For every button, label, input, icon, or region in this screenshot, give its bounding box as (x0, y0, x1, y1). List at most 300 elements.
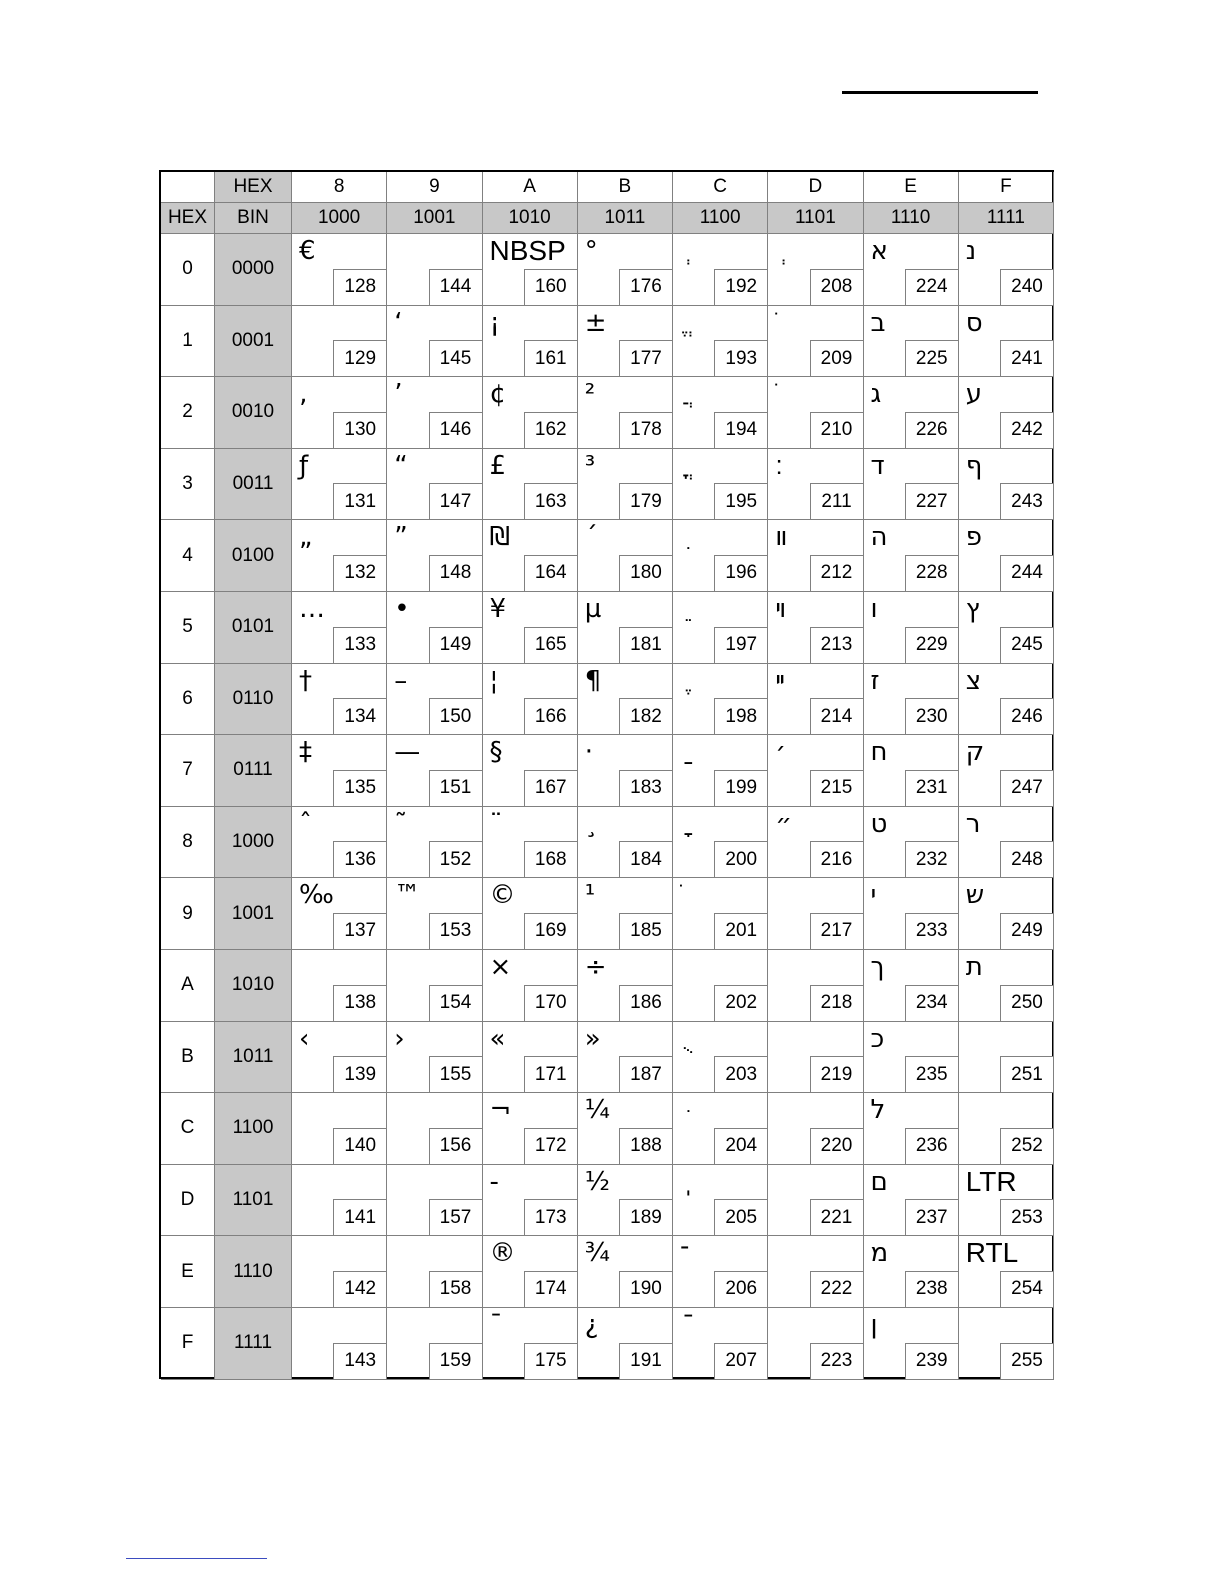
char-glyph: £ (489, 450, 507, 481)
char-cell-156 (387, 1093, 482, 1165)
char-code: 168 (524, 841, 577, 877)
char-glyph: ב (870, 307, 886, 338)
char-code: 154 (429, 985, 482, 1021)
char-code: 192 (714, 269, 767, 305)
char-glyph: א (870, 236, 888, 266)
char-glyph: - (489, 1166, 499, 1197)
code-page-grid (161, 172, 1052, 1377)
char-glyph: ‡ (299, 737, 312, 768)
char-cell-129 (292, 306, 387, 378)
char-cell-180 (578, 520, 673, 592)
char-code: 250 (1000, 985, 1053, 1021)
char-glyph: ¦ (489, 665, 499, 696)
char-glyph: † (299, 665, 312, 696)
char-code: 139 (333, 1056, 386, 1092)
row-hex-3: 3 (161, 449, 215, 521)
char-cell-157 (387, 1165, 482, 1237)
char-glyph: ׳ (775, 737, 787, 768)
char-glyph: פ (965, 522, 982, 553)
char-code: 228 (905, 555, 958, 591)
char-cell-173 (483, 1165, 578, 1237)
char-glyph: ח (870, 737, 888, 768)
char-glyph: צ (965, 665, 982, 696)
char-cell-220 (768, 1093, 863, 1165)
char-code: 241 (1000, 340, 1053, 376)
char-glyph: – (394, 665, 408, 696)
char-code: 242 (1000, 412, 1053, 448)
char-glyph: ‘ (394, 307, 403, 338)
char-cell-255 (959, 1308, 1054, 1380)
char-glyph: „ (299, 522, 313, 553)
char-code: 178 (619, 412, 672, 448)
char-glyph: ¢ (489, 379, 507, 410)
column-bin-8: 1000 (292, 203, 387, 234)
char-cell-209 (768, 306, 863, 378)
char-cell-212 (768, 520, 863, 592)
char-code: 142 (333, 1271, 386, 1307)
char-glyph: ƒ (299, 450, 309, 481)
char-cell-131 (292, 449, 387, 521)
char-cell-143 (292, 1308, 387, 1380)
char-cell-162 (483, 377, 578, 449)
char-glyph: ° (584, 236, 598, 266)
char-cell-216 (768, 807, 863, 879)
header-blank (161, 172, 215, 203)
char-code: 156 (429, 1128, 482, 1164)
char-code: 172 (524, 1128, 577, 1164)
char-cell-226 (864, 377, 959, 449)
char-glyph: ² (584, 379, 596, 410)
char-code: 171 (524, 1056, 577, 1092)
header-bin-label: BIN (215, 203, 292, 234)
column-bin-D: 1101 (768, 203, 863, 234)
char-cell-197 (673, 592, 768, 664)
char-glyph: › (394, 1023, 405, 1054)
column-hex-D: D (768, 172, 863, 203)
char-glyph: ¾ (584, 1238, 610, 1269)
column-hex-B: B (578, 172, 673, 203)
char-cell-191 (578, 1308, 673, 1380)
char-cell-153 (387, 878, 482, 950)
char-cell-196 (673, 520, 768, 592)
char-code: 176 (619, 269, 672, 305)
char-code: 162 (524, 412, 577, 448)
char-code: 253 (1000, 1199, 1053, 1235)
char-code: 238 (905, 1271, 958, 1307)
char-glyph: ה (870, 522, 888, 553)
row-hex-A: A (161, 950, 215, 1022)
char-code: 207 (714, 1343, 767, 1379)
char-cell-144 (387, 234, 482, 306)
char-code: 196 (714, 555, 767, 591)
char-code: 236 (905, 1128, 958, 1164)
char-glyph: ¼ (584, 1095, 610, 1126)
char-code: 201 (714, 913, 767, 949)
char-glyph: ½ (584, 1166, 610, 1197)
char-glyph: װ (775, 522, 788, 553)
char-cell-172 (483, 1093, 578, 1165)
char-cell-168 (483, 807, 578, 879)
char-cell-251 (959, 1022, 1054, 1094)
char-cell-215 (768, 735, 863, 807)
row-bin-C: 1100 (215, 1093, 292, 1165)
char-glyph: ײ (775, 665, 784, 696)
char-code: 223 (810, 1343, 863, 1379)
char-code: 132 (333, 555, 386, 591)
char-code: 249 (1000, 913, 1053, 949)
char-cell-193 (673, 306, 768, 378)
char-cell-205 (673, 1165, 768, 1237)
char-code: 151 (429, 770, 482, 806)
char-glyph: ר (965, 808, 981, 839)
char-cell-182 (578, 664, 673, 736)
char-cell-151 (387, 735, 482, 807)
column-bin-9: 1001 (387, 203, 482, 234)
row-hex-4: 4 (161, 520, 215, 592)
char-code: 246 (1000, 698, 1053, 734)
char-cell-188 (578, 1093, 673, 1165)
char-code: 194 (714, 412, 767, 448)
row-hex-2: 2 (161, 377, 215, 449)
char-code: 209 (810, 340, 863, 376)
row-hex-C: C (161, 1093, 215, 1165)
char-code: 140 (333, 1128, 386, 1164)
char-glyph: ן (870, 1310, 878, 1340)
char-cell-234 (864, 950, 959, 1022)
char-code: 210 (810, 412, 863, 448)
char-code: 161 (524, 340, 577, 376)
char-glyph: ױ (775, 594, 787, 624)
char-glyph: ¥ (489, 594, 507, 624)
char-cell-218 (768, 950, 863, 1022)
char-cell-214 (768, 664, 863, 736)
char-cell-190 (578, 1236, 673, 1308)
char-cell-219 (768, 1022, 863, 1094)
char-cell-227 (864, 449, 959, 521)
char-code: 128 (333, 269, 386, 305)
char-cell-164 (483, 520, 578, 592)
char-cell-206 (673, 1236, 768, 1308)
bottom-rule (126, 1558, 267, 1559)
char-code: 182 (619, 698, 672, 734)
char-code: 205 (714, 1199, 767, 1235)
char-cell-140 (292, 1093, 387, 1165)
char-cell-145 (387, 306, 482, 378)
char-glyph: ³ (584, 450, 596, 481)
char-code: 185 (619, 913, 672, 949)
char-glyph: ׃ (775, 450, 783, 481)
char-code: 202 (714, 985, 767, 1021)
row-hex-8: 8 (161, 807, 215, 879)
char-cell-203 (673, 1022, 768, 1094)
char-cell-235 (864, 1022, 959, 1094)
char-code: 204 (714, 1128, 767, 1164)
char-cell-198 (673, 664, 768, 736)
char-glyph: ÷ (584, 952, 607, 982)
char-code: 152 (429, 841, 482, 877)
char-code: 146 (429, 412, 482, 448)
char-glyph: ± (584, 307, 607, 338)
char-glyph: ’ (394, 379, 403, 410)
char-code: 247 (1000, 770, 1053, 806)
char-cell-250 (959, 950, 1054, 1022)
char-cell-152 (387, 807, 482, 879)
char-glyph: … (299, 594, 325, 624)
char-cell-222 (768, 1236, 863, 1308)
char-cell-236 (864, 1093, 959, 1165)
row-bin-0: 0000 (215, 234, 292, 306)
char-cell-136 (292, 807, 387, 879)
char-cell-183 (578, 735, 673, 807)
char-glyph: ™ (394, 880, 421, 911)
char-code: 219 (810, 1056, 863, 1092)
char-cell-223 (768, 1308, 863, 1380)
char-glyph: ¬ (489, 1095, 512, 1126)
char-glyph: € (299, 236, 316, 266)
char-code: 135 (333, 770, 386, 806)
char-code: 174 (524, 1271, 577, 1307)
char-code: 157 (429, 1199, 482, 1235)
char-cell-163 (483, 449, 578, 521)
row-hex-F: F (161, 1308, 215, 1380)
char-glyph: ‚ (299, 379, 308, 410)
row-bin-F: 1111 (215, 1308, 292, 1380)
char-cell-160 (483, 234, 578, 306)
char-cell-178 (578, 377, 673, 449)
header-left-hex-label: HEX (161, 203, 215, 234)
char-glyph: ” (394, 522, 408, 553)
header-hex-label: HEX (215, 172, 292, 203)
char-cell-208 (768, 234, 863, 306)
char-code: 159 (429, 1343, 482, 1379)
char-code: 235 (905, 1056, 958, 1092)
column-bin-F: 1111 (959, 203, 1054, 234)
row-hex-E: E (161, 1236, 215, 1308)
char-glyph: ״ (775, 808, 793, 839)
char-glyph: ־ (680, 1238, 690, 1269)
char-glyph: ¹ (584, 880, 596, 911)
char-code: 254 (1000, 1271, 1053, 1307)
char-cell-128 (292, 234, 387, 306)
char-glyph: NBSP (489, 235, 566, 266)
char-code: 225 (905, 340, 958, 376)
char-code: 134 (333, 698, 386, 734)
char-code: 141 (333, 1199, 386, 1235)
char-cell-165 (483, 592, 578, 664)
char-code: 251 (1000, 1056, 1053, 1092)
column-hex-F: F (959, 172, 1054, 203)
char-glyph: מ (870, 1238, 889, 1269)
char-cell-213 (768, 592, 863, 664)
char-code: 208 (810, 269, 863, 305)
char-cell-184 (578, 807, 673, 879)
char-glyph: י (870, 880, 877, 911)
char-glyph: ו (870, 594, 878, 624)
char-glyph: ד (870, 450, 885, 481)
char-cell-158 (387, 1236, 482, 1308)
char-cell-167 (483, 735, 578, 807)
char-cell-245 (959, 592, 1054, 664)
char-cell-161 (483, 306, 578, 378)
char-glyph: ע (965, 379, 983, 410)
char-cell-237 (864, 1165, 959, 1237)
char-code: 137 (333, 913, 386, 949)
row-bin-4: 0100 (215, 520, 292, 592)
char-cell-166 (483, 664, 578, 736)
char-cell-147 (387, 449, 482, 521)
char-code: 237 (905, 1199, 958, 1235)
char-glyph: ₪ (489, 522, 510, 553)
char-glyph: ¶ (584, 665, 602, 696)
char-code: 143 (333, 1343, 386, 1379)
char-glyph: ¡ (489, 307, 500, 338)
char-glyph: ס (965, 307, 983, 338)
char-glyph: ¿ (584, 1310, 599, 1340)
char-cell-130 (292, 377, 387, 449)
char-cell-233 (864, 878, 959, 950)
char-cell-177 (578, 306, 673, 378)
char-code: 147 (429, 483, 482, 519)
char-code: 206 (714, 1271, 767, 1307)
char-cell-254 (959, 1236, 1054, 1308)
char-code: 160 (524, 269, 577, 305)
char-code: 164 (524, 555, 577, 591)
char-code: 145 (429, 340, 482, 376)
char-code: 215 (810, 770, 863, 806)
char-cell-181 (578, 592, 673, 664)
row-hex-B: B (161, 1022, 215, 1094)
char-cell-232 (864, 807, 959, 879)
char-code: 217 (810, 913, 863, 949)
char-cell-148 (387, 520, 482, 592)
char-code: 189 (619, 1199, 672, 1235)
char-code: 233 (905, 913, 958, 949)
char-cell-238 (864, 1236, 959, 1308)
char-glyph: ט (870, 808, 888, 839)
char-glyph: ך (870, 952, 885, 982)
char-code: 177 (619, 340, 672, 376)
char-cell-247 (959, 735, 1054, 807)
char-code: 239 (905, 1343, 958, 1379)
char-code: 229 (905, 627, 958, 663)
char-glyph: ל (870, 1095, 886, 1126)
char-glyph: ´ (584, 522, 598, 553)
char-glyph: » (584, 1023, 601, 1054)
char-cell-132 (292, 520, 387, 592)
row-bin-3: 0011 (215, 449, 292, 521)
char-code: 153 (429, 913, 482, 949)
char-cell-139 (292, 1022, 387, 1094)
char-code: 191 (619, 1343, 672, 1379)
char-code: 244 (1000, 555, 1053, 591)
char-cell-141 (292, 1165, 387, 1237)
column-bin-E: 1110 (864, 203, 959, 234)
char-code: 144 (429, 269, 482, 305)
char-code: 150 (429, 698, 482, 734)
char-code: 224 (905, 269, 958, 305)
char-glyph: “ (394, 450, 408, 481)
char-code: 167 (524, 770, 577, 806)
char-cell-179 (578, 449, 673, 521)
char-glyph: ˆ (299, 808, 312, 839)
char-code: 183 (619, 770, 672, 806)
char-cell-137 (292, 878, 387, 950)
char-glyph: µ (584, 594, 602, 624)
char-code: 248 (1000, 841, 1053, 877)
char-cell-217 (768, 878, 863, 950)
row-bin-E: 1110 (215, 1236, 292, 1308)
char-glyph: LTR (965, 1165, 1017, 1197)
char-code: 173 (524, 1199, 577, 1235)
char-glyph: ם (870, 1166, 888, 1197)
char-code: 170 (524, 985, 577, 1021)
char-cell-246 (959, 664, 1054, 736)
char-cell-159 (387, 1308, 482, 1380)
column-hex-9: 9 (387, 172, 482, 203)
row-bin-7: 0111 (215, 735, 292, 807)
char-cell-199 (673, 735, 768, 807)
char-glyph: ‹ (299, 1023, 310, 1054)
char-cell-202 (673, 950, 768, 1022)
char-cell-224 (864, 234, 959, 306)
char-cell-185 (578, 878, 673, 950)
char-glyph: ˜ (394, 808, 408, 839)
char-glyph: ץ (965, 594, 980, 624)
char-code: 184 (619, 841, 672, 877)
char-code: 163 (524, 483, 577, 519)
row-hex-1: 1 (161, 306, 215, 378)
char-code: 198 (714, 698, 767, 734)
char-code: 203 (714, 1056, 767, 1092)
char-code: 187 (619, 1056, 672, 1092)
char-cell-150 (387, 664, 482, 736)
char-code: 195 (714, 483, 767, 519)
row-bin-1: 0001 (215, 306, 292, 378)
char-cell-138 (292, 950, 387, 1022)
char-code: 188 (619, 1128, 672, 1164)
char-glyph: ש (965, 880, 985, 911)
char-glyph: © (489, 880, 516, 911)
char-glyph: ף (965, 450, 983, 481)
char-code: 245 (1000, 627, 1053, 663)
char-cell-229 (864, 592, 959, 664)
char-code: 232 (905, 841, 958, 877)
char-glyph: « (489, 1023, 506, 1054)
char-cell-241 (959, 306, 1054, 378)
char-code: 216 (810, 841, 863, 877)
char-cell-135 (292, 735, 387, 807)
char-glyph: ת (965, 952, 983, 982)
top-rule (842, 91, 1038, 94)
char-code: 148 (429, 555, 482, 591)
char-cell-244 (959, 520, 1054, 592)
char-code: 197 (714, 627, 767, 663)
row-hex-6: 6 (161, 664, 215, 736)
char-glyph: ‰ (299, 880, 334, 911)
char-glyph: ז (870, 665, 880, 696)
char-cell-195 (673, 449, 768, 521)
column-hex-8: 8 (292, 172, 387, 203)
char-glyph: × (489, 952, 512, 982)
char-code: 252 (1000, 1128, 1053, 1164)
char-cell-176 (578, 234, 673, 306)
char-cell-194 (673, 377, 768, 449)
char-cell-221 (768, 1165, 863, 1237)
char-code: 158 (429, 1271, 482, 1307)
char-code: 200 (714, 841, 767, 877)
row-hex-0: 0 (161, 234, 215, 306)
char-cell-228 (864, 520, 959, 592)
